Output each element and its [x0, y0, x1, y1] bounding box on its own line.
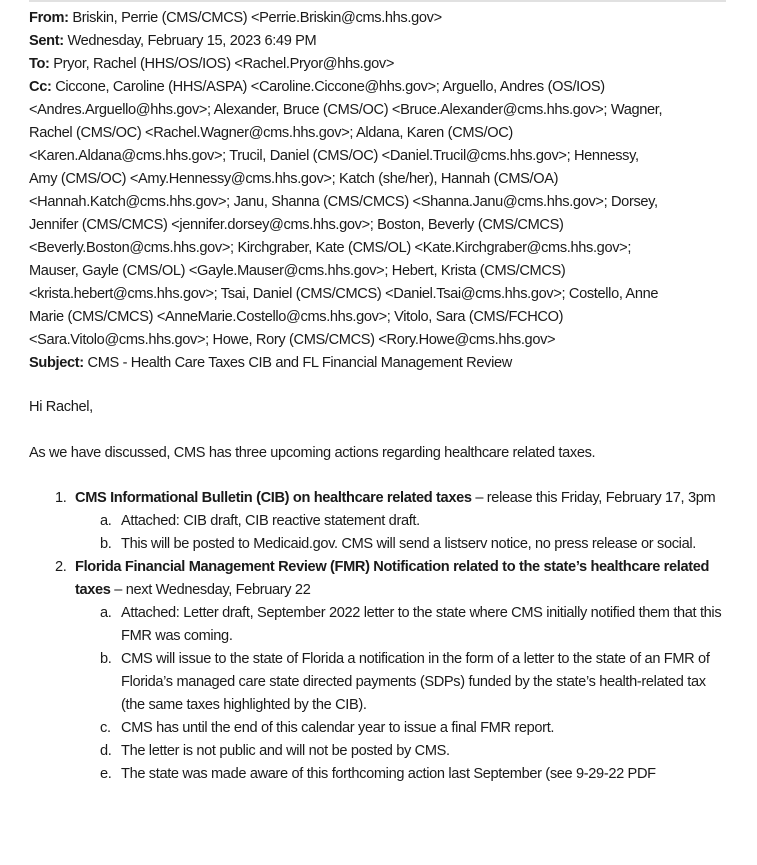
cc-continuation: Mauser, Gayle (CMS/OL) <Gayle.Mauser@cms.hhs.gov>; Hebert, Krista (CMS/CMCS) [29, 263, 566, 279]
item-title: CMS Informational Bulletin (CIB) on healthcare related taxes [75, 490, 472, 506]
cc-continuation: Marie (CMS/CMCS) <AnneMarie.Costello@cms.hhs.gov>; Vitolo, Sara (CMS/FCHCO) [29, 309, 564, 325]
sent-label: Sent: [29, 33, 64, 49]
sub-list [75, 510, 729, 556]
from-line [29, 7, 741, 30]
sub-item-letter: d. [100, 743, 112, 759]
sent-line [29, 30, 741, 53]
email-header [29, 7, 741, 375]
sub-item-text: CMS has until the end of this calendar year to issue a final FMR report. [121, 720, 555, 736]
cc-continuation: Jennifer (CMS/CMCS) <jennifer.dorsey@cms.hhs.gov>; Boston, Beverly (CMS/CMCS) [29, 217, 564, 233]
action-list [29, 487, 729, 786]
sub-list-item [75, 510, 729, 533]
cc-continuation: Rachel (CMS/OC) <Rachel.Wagner@cms.hhs.gov>; Aldana, Karen (CMS/OC) [29, 125, 513, 141]
cc-continuation: <Karen.Aldana@cms.hhs.gov>; Trucil, Daniel (CMS/OC) <Daniel.Trucil@cms.hhs.gov>; Hennessy, [29, 148, 639, 164]
to-line [29, 53, 741, 76]
subject-line [29, 352, 741, 375]
sub-item-text: This will be posted to Medicaid.gov. CMS will send a listserv notice, no press release or social. [121, 536, 696, 552]
sub-item-letter: b. [100, 536, 112, 552]
item-detail: – next Wednesday, February 22 [110, 582, 311, 598]
item-number: 1. [55, 490, 67, 506]
from-label: From: [29, 10, 69, 26]
sub-list-item [75, 602, 729, 648]
sent-value: Wednesday, February 15, 2023 6:49 PM [67, 33, 317, 49]
sub-item-letter: b. [100, 651, 112, 667]
sub-item-letter: a. [100, 605, 112, 621]
cc-line [29, 76, 741, 99]
header-divider [29, 0, 726, 2]
greeting: Hi Rachel, [29, 399, 93, 415]
item-detail: – release this Friday, February 17, 3pm [471, 490, 716, 506]
intro-paragraph: As we have discussed, CMS has three upcoming actions regarding healthcare related taxes. [29, 445, 596, 461]
sub-list-item [75, 717, 729, 740]
cc-continuation: <krista.hebert@cms.hhs.gov>; Tsai, Daniel (CMS/CMCS) <Daniel.Tsai@cms.hhs.gov>; Costello, Anne [29, 286, 659, 302]
list-item [29, 487, 729, 556]
sub-item-text: The letter is not public and will not be posted by CMS. [121, 743, 450, 759]
sub-item-letter: a. [100, 513, 112, 529]
cc-continuation: <Sara.Vitolo@cms.hhs.gov>; Howe, Rory (CMS/CMCS) <Rory.Howe@cms.hhs.gov> [29, 332, 556, 348]
sub-item-letter: e. [100, 766, 112, 782]
sub-item-text: The state was made aware of this forthcoming action last September (see 9-29-22 PDF [121, 766, 656, 782]
cc-continuation: <Hannah.Katch@cms.hhs.gov>; Janu, Shanna (CMS/CMCS) <Shanna.Janu@cms.hhs.gov>; Dorsey, [29, 194, 658, 210]
sub-item-text: Attached: Letter draft, September 2022 letter to the state where CMS initially notified them that this FMR was coming. [121, 605, 722, 644]
sub-item-text: CMS will issue to the state of Florida a notification in the form of a letter to the state of an FMR of Florida’s managed care state directed payments (SDPs) funded by the state’s health-related tax (the same taxes highlighted by the CIB). [121, 651, 710, 713]
sub-list [75, 602, 729, 786]
sub-item-letter: c. [100, 720, 111, 736]
cc-continuation: <Beverly.Boston@cms.hhs.gov>; Kirchgraber, Kate (CMS/OL) <Kate.Kirchgraber@cms.hhs.gov>; [29, 240, 632, 256]
to-label: To: [29, 56, 50, 72]
to-value: Pryor, Rachel (HHS/OS/IOS) <Rachel.Pryor@hhs.gov> [53, 56, 395, 72]
sub-list-item [75, 533, 729, 556]
item-number: 2. [55, 559, 67, 575]
subject-label: Subject: [29, 355, 84, 371]
sub-item-text: Attached: CIB draft, CIB reactive statement draft. [121, 513, 420, 529]
sub-list-item [75, 763, 729, 786]
item-title: Florida Financial Management Review (FMR) Notification related to the state’s healthcare related taxes [75, 559, 710, 598]
subject-value: CMS - Health Care Taxes CIB and FL Financial Management Review [87, 355, 512, 371]
sub-list-item [75, 648, 729, 717]
cc-continuation: <Andres.Arguello@hhs.gov>; Alexander, Bruce (CMS/OC) <Bruce.Alexander@cms.hhs.gov>; Wagner, [29, 102, 663, 118]
list-item [29, 556, 729, 786]
cc-label: Cc: [29, 79, 52, 95]
cc-value: Ciccone, Caroline (HHS/ASPA) <Caroline.Ciccone@hhs.gov>; Arguello, Andres (OS/IOS) [55, 79, 605, 95]
sub-list-item [75, 740, 729, 763]
from-value: Briskin, Perrie (CMS/CMCS) <Perrie.Briskin@cms.hhs.gov> [72, 10, 442, 26]
cc-continuation: Amy (CMS/OC) <Amy.Hennessy@cms.hhs.gov>; Katch (she/her), Hannah (CMS/OA) [29, 171, 559, 187]
